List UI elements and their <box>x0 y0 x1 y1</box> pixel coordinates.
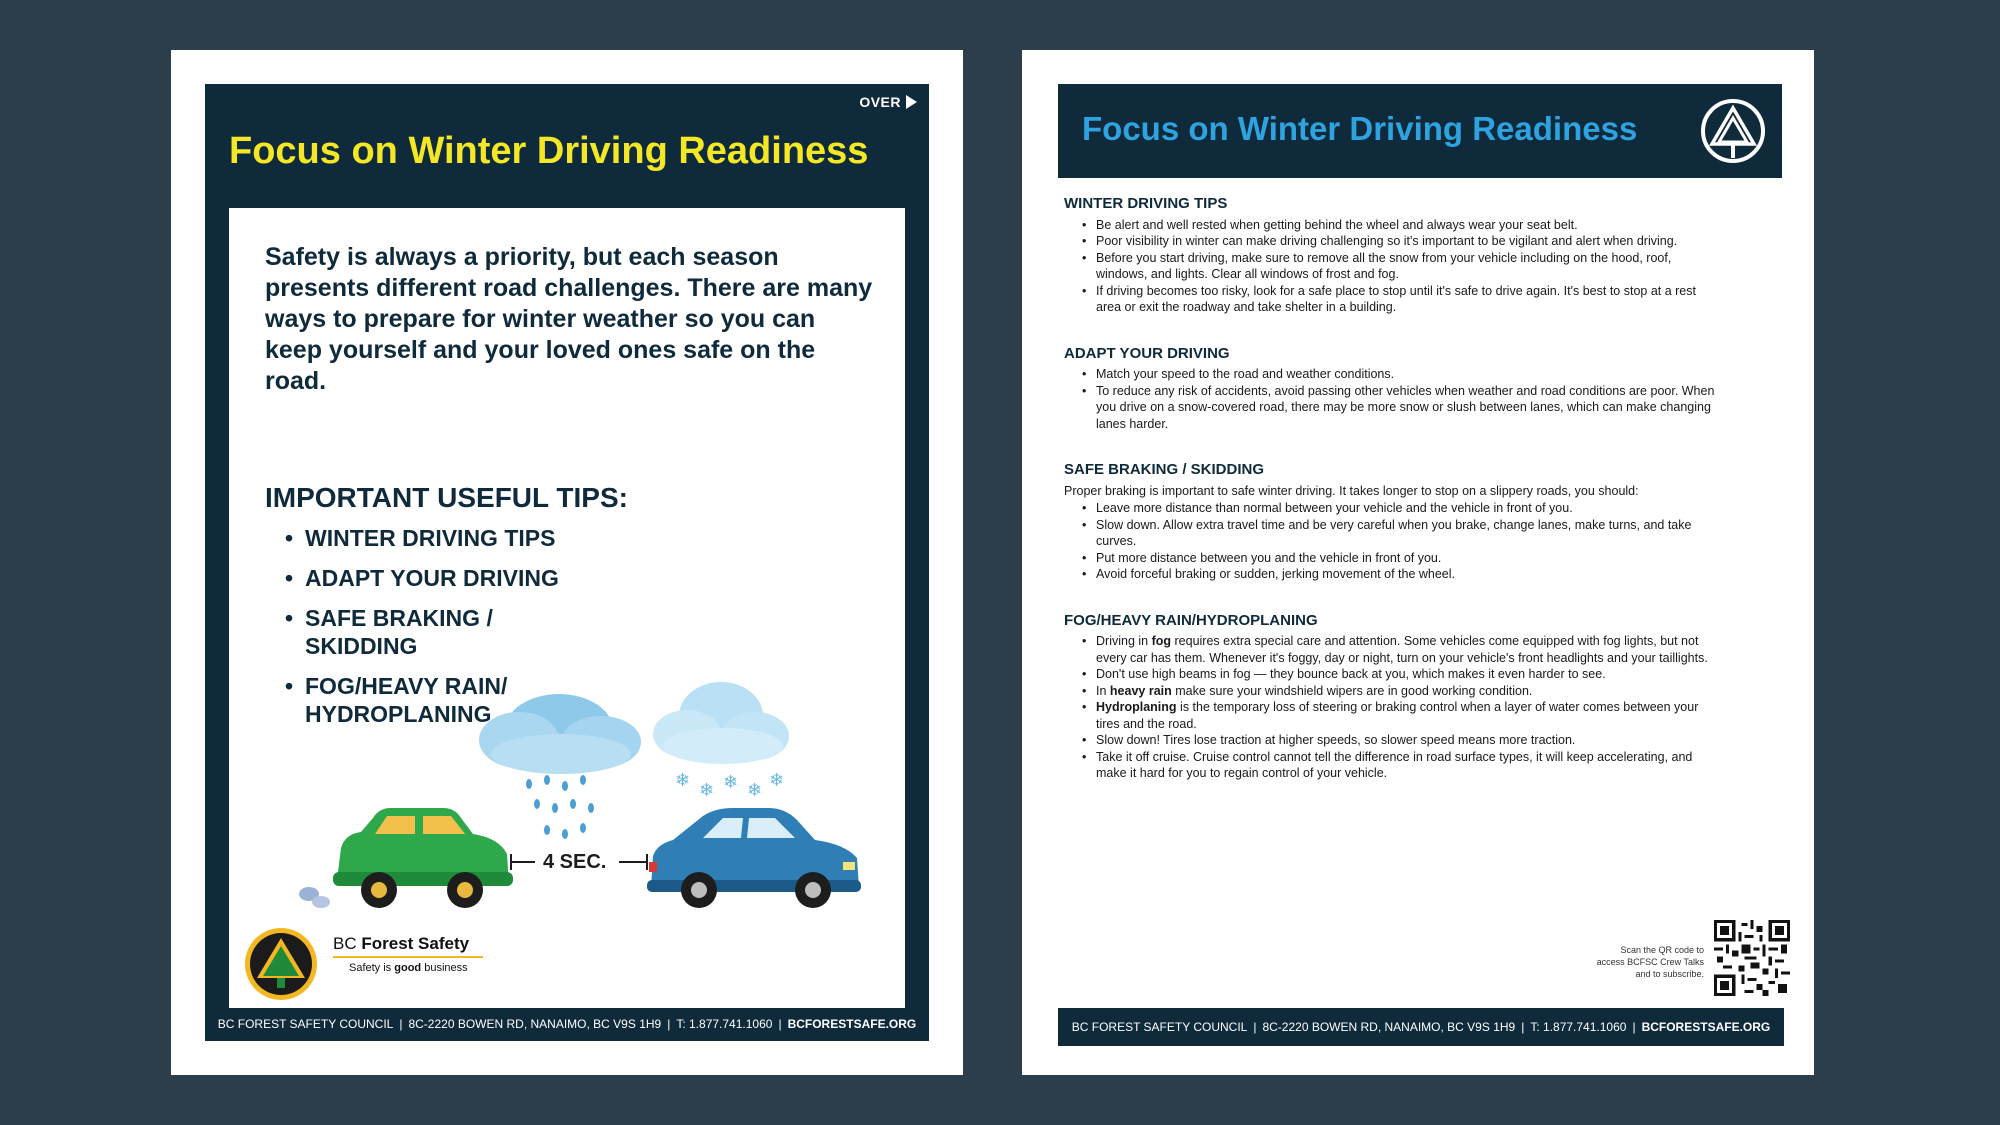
back-title: Focus on Winter Driving Readiness <box>1082 110 1638 147</box>
bc-forest-safety-logo <box>237 922 477 1002</box>
list-item: • Slow down. Allow extra travel time and be very careful when you brake, change lanes, make turns, and take curves. <box>1096 517 1764 550</box>
section-fog-rain <box>1064 613 1764 782</box>
logo-tagline: Safety is good business <box>349 962 468 974</box>
list-item: • Avoid forceful braking or sudden, jerking movement of the wheel. <box>1096 566 1764 583</box>
section-heading: WINTER DRIVING TIPS <box>1064 195 1228 212</box>
list-item: • In heavy rain make sure your windshield wipers are in good working condition. <box>1096 683 1764 700</box>
distance-label: 4 SEC. <box>543 851 607 873</box>
list-item: • Put more distance between you and the vehicle in front of you. <box>1096 550 1764 567</box>
back-header <box>1058 84 1782 178</box>
list-item: • Take it off cruise. Cruise control cannot tell the difference in road surface types, it will keep accelerating, and make it hard for you to regain control of your vehicle. <box>1096 749 1764 782</box>
footer-web[interactable]: BCFORESTSAFE.ORG <box>1641 1020 1771 1034</box>
tip-fog-rain: • FOG/HEAVY RAIN/ HYDROPLANING <box>285 672 585 728</box>
forest-tree-logo-icon <box>1700 98 1766 164</box>
flyer-page-back <box>1022 50 1814 1075</box>
footer-address: 8C-2220 BOWEN RD, NANAIMO, BC V9S 1H9 <box>408 1017 662 1031</box>
over-indicator <box>859 94 917 110</box>
blue-car-icon <box>647 808 861 908</box>
rain-cloud-icon <box>479 694 641 839</box>
section-safe-braking <box>1064 462 1764 583</box>
footer-org: BC FOREST SAFETY COUNCIL <box>1071 1020 1248 1034</box>
tips-heading: IMPORTANT USEFUL TIPS: <box>265 482 628 513</box>
footer-phone: T: 1.877.741.1060 <box>676 1017 773 1031</box>
footer-phone: T: 1.877.741.1060 <box>1530 1020 1627 1034</box>
section-winter-driving <box>1064 196 1764 316</box>
section-adapt-driving <box>1064 346 1764 433</box>
winter-driving-illustration <box>229 658 905 928</box>
svg-text:❄: ❄ <box>769 770 785 791</box>
green-car-icon <box>299 808 513 908</box>
section-heading: FOG/HEAVY RAIN/HYDROPLANING <box>1064 611 1318 629</box>
front-content-panel <box>229 208 905 1008</box>
tip-winter-driving: • WINTER DRIVING TIPS <box>285 524 585 552</box>
footer-org: BC FOREST SAFETY COUNCIL <box>217 1017 394 1031</box>
section-intro: Proper braking is important to safe winter driving. It takes longer to stop on a slippery roads, you should: <box>1064 483 1639 498</box>
footer-web[interactable]: BCFORESTSAFE.ORG <box>787 1017 917 1031</box>
list-item: • If driving becomes too risky, look for a safe place to stop until it's safe to drive again. It's best to stop at a rest area or exit the roadway and take shelter in a building. <box>1096 283 1764 316</box>
list-item: • Slow down! Tires lose traction at higher speeds, so slower speed means more traction. <box>1096 732 1764 749</box>
qr-instructions: Scan the QR code to access BCFSC Crew Talks and to subscribe. <box>1596 945 1704 979</box>
svg-text:❄: ❄ <box>723 772 739 793</box>
qr-code-icon[interactable] <box>1714 920 1790 996</box>
front-footer: BC FOREST SAFETY COUNCIL | 8C-2220 BOWEN RD, NANAIMO, BC V9S 1H9 | T: 1.877.741.1060 | BCFORESTSAFE.ORG <box>217 1017 917 1031</box>
svg-text:❄: ❄ <box>675 770 691 791</box>
flyer-page-front <box>171 50 963 1075</box>
back-content <box>1064 196 1764 812</box>
front-title: Focus on Winter Driving Readiness <box>229 130 869 172</box>
logo-name: BC Forest Safety <box>333 934 470 953</box>
list-item: • Driving in fog requires extra special care and attention. Some vehicles come equipped with fog lights, but not every car has them. Whenever it's foggy, day or night, turn on your vehicle's front headlights and your taillights. <box>1096 633 1764 666</box>
section-heading: ADAPT YOUR DRIVING <box>1064 344 1230 362</box>
front-frame <box>205 84 929 1041</box>
forest-safety-emblem-icon <box>243 926 319 1002</box>
over-label: OVER <box>859 94 901 110</box>
tip-adapt-driving: • ADAPT YOUR DRIVING <box>285 564 585 592</box>
list-item: • Before you start driving, make sure to remove all the snow from your vehicle including on the hood, roof, windows, and lights. Clear all windows of frost and fog. <box>1096 250 1764 283</box>
intro-text: Safety is always a priority, but each season presents different road challenges. There are many ways to prepare for winter weather so you can keep yourself and your loved ones safe on the road. <box>265 243 873 395</box>
play-arrow-icon <box>906 95 917 109</box>
list-item: • Hydroplaning is the temporary loss of steering or braking control when a layer of water comes between your tires and the road. <box>1096 699 1764 732</box>
snow-cloud-icon <box>653 682 789 801</box>
svg-text:❄: ❄ <box>747 780 763 801</box>
list-item: • Don't use high beams in fog — they bounce back at you, which makes it even harder to see. <box>1096 666 1764 683</box>
footer-address: 8C-2220 BOWEN RD, NANAIMO, BC V9S 1H9 <box>1262 1020 1516 1034</box>
list-item: • Be alert and well rested when getting behind the wheel and always wear your seat belt. <box>1096 217 1764 234</box>
list-item: • Match your speed to the road and weather conditions. <box>1096 366 1764 383</box>
tip-safe-braking: • SAFE BRAKING / SKIDDING <box>285 604 585 660</box>
list-item: • Poor visibility in winter can make driving challenging so it's important to be vigilant and alert when driving. <box>1096 233 1764 250</box>
list-item: • To reduce any risk of accidents, avoid passing other vehicles when weather and road conditions are poor. When you drive on a snow-covered road, there may be more snow or slush between lanes, which can make changing lanes harder. <box>1096 383 1764 433</box>
svg-text:❄: ❄ <box>699 780 715 801</box>
list-item: • Leave more distance than normal between your vehicle and the vehicle in front of you. <box>1096 500 1764 517</box>
section-heading: SAFE BRAKING / SKIDDING <box>1064 461 1265 478</box>
back-footer: BC FOREST SAFETY COUNCIL | 8C-2220 BOWEN RD, NANAIMO, BC V9S 1H9 | T: 1.877.741.1060 | BCFORESTSAFE.ORG <box>1058 1008 1784 1046</box>
